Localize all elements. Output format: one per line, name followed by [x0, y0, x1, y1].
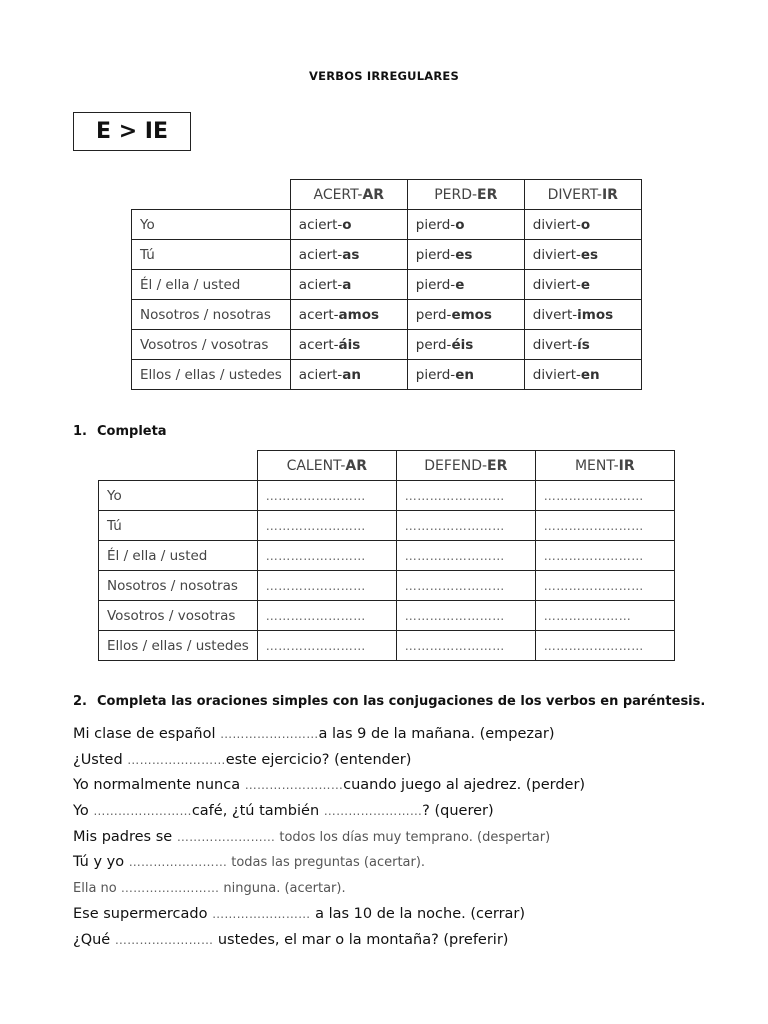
exercise-conjugation-table	[98, 450, 675, 661]
pronoun-cell: Él / ella / usted	[99, 541, 258, 571]
blank[interactable]: ……………………	[120, 881, 220, 896]
blank-cell[interactable]: ……………………	[257, 601, 396, 631]
blank[interactable]: ……………………	[127, 752, 226, 767]
blank[interactable]: ……………………	[114, 932, 214, 947]
column-header: PERD-ER	[407, 180, 524, 210]
blank[interactable]: ……………………	[244, 778, 344, 793]
conjugation-cell: acert-amos	[290, 300, 407, 330]
conjugation-cell: acert-áis	[290, 330, 407, 360]
blank[interactable]: ……………………	[212, 906, 311, 921]
blank-cell[interactable]: ……………………	[396, 541, 535, 571]
blank-cell[interactable]: ……………………	[535, 571, 674, 601]
sentence-list	[73, 722, 753, 953]
blank-cell[interactable]: ……………………	[535, 631, 674, 661]
conjugation-cell: divert-ís	[524, 330, 641, 360]
pronoun-cell: Nosotros / nosotras	[99, 571, 258, 601]
pronoun-cell: Tú	[99, 511, 258, 541]
sentence: Yo normalmente nunca ……………………cuando juego al ajedrez. (perder)	[73, 777, 586, 794]
table-row	[132, 210, 642, 240]
conjugation-cell: aciert-as	[290, 240, 407, 270]
pronoun-cell: Él / ella / usted	[132, 270, 291, 300]
sentence: Tú y yo …………………… todas las preguntas (acertar).	[73, 854, 426, 871]
blank[interactable]: ……………………	[323, 804, 423, 819]
table-row	[132, 270, 642, 300]
column-header: MENT-IR	[535, 451, 674, 481]
column-header: CALENT-AR	[257, 451, 396, 481]
sentence: Mis padres se …………………… todos los días muy temprano. (despertar)	[73, 828, 551, 845]
conjugation-cell: aciert-an	[290, 360, 407, 390]
sentence: ¿Usted ……………………este ejercicio? (entender)	[73, 751, 412, 768]
blank-cell[interactable]: ……………………	[396, 481, 535, 511]
blank-cell[interactable]: ……………………	[396, 511, 535, 541]
column-header: ACERT-AR	[290, 180, 407, 210]
table-row	[99, 511, 675, 541]
blank-cell[interactable]: ……………………	[396, 631, 535, 661]
blank[interactable]: ……………………	[220, 727, 319, 741]
conjugation-cell: diviert-e	[524, 270, 641, 300]
conjugation-cell: diviert-en	[524, 360, 641, 390]
rule-box: E > IE	[73, 112, 191, 151]
pronoun-cell: Tú	[132, 240, 291, 270]
blank-cell[interactable]: ……………………	[535, 511, 674, 541]
column-header: DEFEND-ER	[396, 451, 535, 481]
blank-cell[interactable]: …………………	[535, 601, 674, 631]
blank-cell[interactable]: ……………………	[535, 541, 674, 571]
column-header: DIVERT-IR	[524, 180, 641, 210]
blank-cell[interactable]: ……………………	[396, 571, 535, 601]
table-row	[132, 240, 642, 270]
sentence: Ese supermercado …………………… a las 10 de la noche. (cerrar)	[73, 905, 526, 922]
blank-cell[interactable]: ……………………	[535, 481, 674, 511]
blank-cell[interactable]: ……………………	[257, 571, 396, 601]
model-conjugation-table	[131, 179, 642, 390]
table-header-row	[132, 180, 642, 210]
blank[interactable]: ……………………	[128, 855, 228, 870]
conjugation-cell: pierd-en	[407, 360, 524, 390]
sentence: Mi clase de español ……………………a las 9 de la mañana. (empezar)	[73, 726, 555, 742]
blank-cell[interactable]: ……………………	[257, 631, 396, 661]
conjugation-cell: perd-éis	[407, 330, 524, 360]
pronoun-cell: Vosotros / vosotras	[99, 601, 258, 631]
table-row	[132, 300, 642, 330]
pronoun-cell: Ellos / ellas / ustedes	[132, 360, 291, 390]
table-row	[99, 541, 675, 571]
blank[interactable]: ……………………	[93, 804, 192, 819]
conjugation-cell: diviert-es	[524, 240, 641, 270]
blank-cell[interactable]: ……………………	[257, 511, 396, 541]
conjugation-cell: perd-emos	[407, 300, 524, 330]
conjugation-cell: pierd-es	[407, 240, 524, 270]
pronoun-cell: Yo	[99, 481, 258, 511]
pronoun-cell: Vosotros / vosotras	[132, 330, 291, 360]
pronoun-cell: Yo	[132, 210, 291, 240]
conjugation-cell: diviert-o	[524, 210, 641, 240]
conjugation-cell: pierd-e	[407, 270, 524, 300]
blank-cell[interactable]: ……………………	[257, 541, 396, 571]
conjugation-cell: pierd-o	[407, 210, 524, 240]
conjugation-cell: aciert-o	[290, 210, 407, 240]
page-title: VERBOS IRREGULARES	[309, 69, 459, 83]
table-row	[99, 601, 675, 631]
blank-cell[interactable]: ……………………	[257, 481, 396, 511]
conjugation-cell: aciert-a	[290, 270, 407, 300]
conjugation-cell: divert-imos	[524, 300, 641, 330]
pronoun-cell: Ellos / ellas / ustedes	[99, 631, 258, 661]
table-row	[132, 330, 642, 360]
table-row	[99, 631, 675, 661]
table-row	[132, 360, 642, 390]
exercise-1-heading: 1. Completa	[73, 424, 167, 439]
blank[interactable]: ……………………	[176, 829, 276, 844]
sentence: Ella no …………………… ninguna. (acertar).	[73, 881, 346, 897]
sentence: ¿Qué …………………… ustedes, el mar o la montaña? (preferir)	[73, 931, 509, 948]
sentence: Yo ……………………café, ¿tú también ……………………? (querer)	[73, 803, 494, 820]
exercise-2-heading: 2. Completa las oraciones simples con las conjugaciones de los verbos en paréntesis.	[73, 694, 706, 709]
blank-cell[interactable]: ……………………	[396, 601, 535, 631]
pronoun-cell: Nosotros / nosotras	[132, 300, 291, 330]
table-row	[99, 481, 675, 511]
table-header-row	[99, 451, 675, 481]
table-row	[99, 571, 675, 601]
